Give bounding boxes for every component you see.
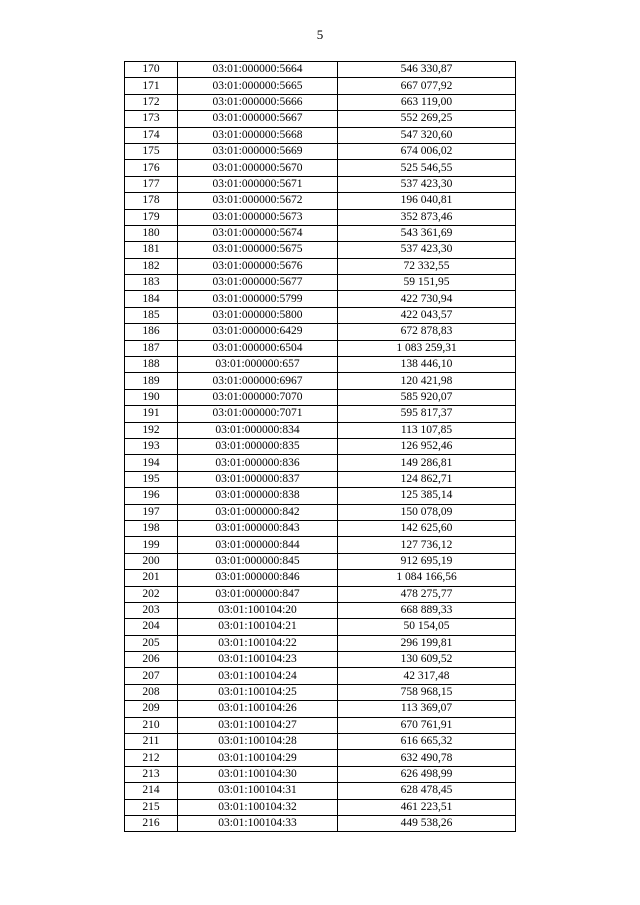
value-cell: 113 107,85 (338, 422, 516, 438)
table-row (125, 520, 516, 536)
value-cell: 42 317,48 (338, 668, 516, 684)
value-cell: 196 040,81 (338, 193, 516, 209)
row-number-cell: 209 (125, 701, 178, 717)
table-row (125, 684, 516, 700)
table-row (125, 504, 516, 520)
row-number-cell: 190 (125, 389, 178, 405)
row-number-cell: 193 (125, 438, 178, 454)
table-row (125, 455, 516, 471)
cadastral-number-cell: 03:01:100104:30 (178, 766, 338, 782)
cadastral-number-cell: 03:01:100104:26 (178, 701, 338, 717)
cadastral-number-cell: 03:01:000000:5800 (178, 307, 338, 323)
value-cell: 632 490,78 (338, 750, 516, 766)
row-number-cell: 182 (125, 258, 178, 274)
value-cell: 672 878,83 (338, 324, 516, 340)
table-row (125, 62, 516, 78)
row-number-cell: 205 (125, 635, 178, 651)
table-row (125, 422, 516, 438)
row-number-cell: 214 (125, 783, 178, 799)
value-cell: 72 332,55 (338, 258, 516, 274)
cadastral-number-cell: 03:01:000000:657 (178, 357, 338, 373)
value-cell: 113 369,07 (338, 701, 516, 717)
cadastral-number-cell: 03:01:000000:5672 (178, 193, 338, 209)
row-number-cell: 179 (125, 209, 178, 225)
table-row (125, 734, 516, 750)
cadastral-number-cell: 03:01:100104:29 (178, 750, 338, 766)
table-row (125, 652, 516, 668)
row-number-cell: 172 (125, 94, 178, 110)
row-number-cell: 216 (125, 815, 178, 831)
value-cell: 59 151,95 (338, 275, 516, 291)
table-row (125, 438, 516, 454)
table-row (125, 193, 516, 209)
cadastral-number-cell: 03:01:000000:5665 (178, 78, 338, 94)
value-cell: 449 538,26 (338, 815, 516, 831)
cadastral-number-cell: 03:01:000000:843 (178, 520, 338, 536)
cadastral-number-cell: 03:01:000000:6967 (178, 373, 338, 389)
row-number-cell: 170 (125, 62, 178, 78)
value-cell: 125 385,14 (338, 488, 516, 504)
value-cell: 663 119,00 (338, 94, 516, 110)
value-cell: 667 077,92 (338, 78, 516, 94)
cadastral-number-cell: 03:01:100104:24 (178, 668, 338, 684)
value-cell: 912 695,19 (338, 553, 516, 569)
value-cell: 543 361,69 (338, 225, 516, 241)
table-row (125, 143, 516, 159)
cadastral-number-cell: 03:01:000000:844 (178, 537, 338, 553)
cadastral-number-cell: 03:01:100104:27 (178, 717, 338, 733)
value-cell: 461 223,51 (338, 799, 516, 815)
cadastral-number-cell: 03:01:000000:5799 (178, 291, 338, 307)
cadastral-number-cell: 03:01:000000:836 (178, 455, 338, 471)
row-number-cell: 199 (125, 537, 178, 553)
table-row (125, 799, 516, 815)
value-cell: 537 423,30 (338, 242, 516, 258)
table-row (125, 176, 516, 192)
value-cell: 120 421,98 (338, 373, 516, 389)
value-cell: 127 736,12 (338, 537, 516, 553)
value-cell: 758 968,15 (338, 684, 516, 700)
value-cell: 138 446,10 (338, 357, 516, 373)
table-row (125, 406, 516, 422)
row-number-cell: 194 (125, 455, 178, 471)
value-cell: 124 862,71 (338, 471, 516, 487)
row-number-cell: 188 (125, 357, 178, 373)
row-number-cell: 208 (125, 684, 178, 700)
value-cell: 130 609,52 (338, 652, 516, 668)
table-row (125, 750, 516, 766)
row-number-cell: 211 (125, 734, 178, 750)
value-cell: 422 043,57 (338, 307, 516, 323)
row-number-cell: 183 (125, 275, 178, 291)
cadastral-number-cell: 03:01:000000:846 (178, 570, 338, 586)
cadastral-number-cell: 03:01:000000:6504 (178, 340, 338, 356)
row-number-cell: 192 (125, 422, 178, 438)
cadastral-number-cell: 03:01:000000:5669 (178, 143, 338, 159)
row-number-cell: 175 (125, 143, 178, 159)
cadastral-number-cell: 03:01:100104:31 (178, 783, 338, 799)
cadastral-number-cell: 03:01:100104:28 (178, 734, 338, 750)
cadastral-number-cell: 03:01:000000:7071 (178, 406, 338, 422)
table-row (125, 111, 516, 127)
cadastral-number-cell: 03:01:100104:21 (178, 619, 338, 635)
row-number-cell: 202 (125, 586, 178, 602)
value-cell: 616 665,32 (338, 734, 516, 750)
cadastral-number-cell: 03:01:100104:20 (178, 602, 338, 618)
table-row (125, 127, 516, 143)
table-row (125, 94, 516, 110)
table-row (125, 160, 516, 176)
row-number-cell: 173 (125, 111, 178, 127)
table-row (125, 701, 516, 717)
table-row (125, 324, 516, 340)
row-number-cell: 203 (125, 602, 178, 618)
table-row (125, 389, 516, 405)
row-number-cell: 198 (125, 520, 178, 536)
table-row (125, 242, 516, 258)
value-cell: 1 084 166,56 (338, 570, 516, 586)
value-cell: 352 873,46 (338, 209, 516, 225)
table-row (125, 209, 516, 225)
value-cell: 552 269,25 (338, 111, 516, 127)
row-number-cell: 191 (125, 406, 178, 422)
table-row (125, 291, 516, 307)
page-number: 5 (316, 27, 324, 42)
cadastral-number-cell: 03:01:000000:5668 (178, 127, 338, 143)
cadastral-number-cell: 03:01:100104:22 (178, 635, 338, 651)
table-row (125, 717, 516, 733)
value-cell: 537 423,30 (338, 176, 516, 192)
cadastral-number-cell: 03:01:000000:5664 (178, 62, 338, 78)
value-cell: 149 286,81 (338, 455, 516, 471)
row-number-cell: 180 (125, 225, 178, 241)
cadastral-number-cell: 03:01:000000:5677 (178, 275, 338, 291)
row-number-cell: 195 (125, 471, 178, 487)
table-row (125, 586, 516, 602)
row-number-cell: 176 (125, 160, 178, 176)
cadastral-number-cell: 03:01:000000:5675 (178, 242, 338, 258)
row-number-cell: 204 (125, 619, 178, 635)
value-cell: 1 083 259,31 (338, 340, 516, 356)
table-row (125, 225, 516, 241)
table-row (125, 815, 516, 831)
value-cell: 547 320,60 (338, 127, 516, 143)
table-row (125, 635, 516, 651)
cadastral-number-cell: 03:01:000000:5667 (178, 111, 338, 127)
row-number-cell: 174 (125, 127, 178, 143)
cadastral-number-cell: 03:01:100104:25 (178, 684, 338, 700)
row-number-cell: 206 (125, 652, 178, 668)
value-cell: 296 199,81 (338, 635, 516, 651)
row-number-cell: 210 (125, 717, 178, 733)
value-cell: 668 889,33 (338, 602, 516, 618)
value-cell: 628 478,45 (338, 783, 516, 799)
row-number-cell: 184 (125, 291, 178, 307)
table-row (125, 668, 516, 684)
cadastral-number-cell: 03:01:000000:5674 (178, 225, 338, 241)
cadastral-number-cell: 03:01:000000:5671 (178, 176, 338, 192)
cadastral-number-cell: 03:01:000000:838 (178, 488, 338, 504)
row-number-cell: 187 (125, 340, 178, 356)
row-number-cell: 197 (125, 504, 178, 520)
row-number-cell: 200 (125, 553, 178, 569)
cadastral-number-cell: 03:01:000000:5666 (178, 94, 338, 110)
value-cell: 670 761,91 (338, 717, 516, 733)
row-number-cell: 213 (125, 766, 178, 782)
row-number-cell: 178 (125, 193, 178, 209)
table-row (125, 78, 516, 94)
cadastral-table (124, 61, 516, 832)
value-cell: 50 154,05 (338, 619, 516, 635)
cadastral-number-cell: 03:01:000000:5670 (178, 160, 338, 176)
row-number-cell: 171 (125, 78, 178, 94)
value-cell: 478 275,77 (338, 586, 516, 602)
table-row (125, 537, 516, 553)
row-number-cell: 189 (125, 373, 178, 389)
value-cell: 674 006,02 (338, 143, 516, 159)
value-cell: 142 625,60 (338, 520, 516, 536)
value-cell: 546 330,87 (338, 62, 516, 78)
value-cell: 585 920,07 (338, 389, 516, 405)
row-number-cell: 185 (125, 307, 178, 323)
cadastral-number-cell: 03:01:000000:842 (178, 504, 338, 520)
table-row (125, 373, 516, 389)
cadastral-number-cell: 03:01:000000:837 (178, 471, 338, 487)
table-row (125, 766, 516, 782)
row-number-cell: 212 (125, 750, 178, 766)
value-cell: 126 952,46 (338, 438, 516, 454)
table-row (125, 553, 516, 569)
table-row (125, 488, 516, 504)
table-row (125, 471, 516, 487)
table-row (125, 357, 516, 373)
row-number-cell: 181 (125, 242, 178, 258)
row-number-cell: 207 (125, 668, 178, 684)
cadastral-number-cell: 03:01:000000:845 (178, 553, 338, 569)
row-number-cell: 196 (125, 488, 178, 504)
value-cell: 626 498,99 (338, 766, 516, 782)
value-cell: 525 546,55 (338, 160, 516, 176)
table-row (125, 340, 516, 356)
value-cell: 422 730,94 (338, 291, 516, 307)
value-cell: 595 817,37 (338, 406, 516, 422)
cadastral-number-cell: 03:01:100104:33 (178, 815, 338, 831)
table-row (125, 783, 516, 799)
table-row (125, 619, 516, 635)
cadastral-number-cell: 03:01:000000:5673 (178, 209, 338, 225)
table-row (125, 258, 516, 274)
table-row (125, 602, 516, 618)
row-number-cell: 186 (125, 324, 178, 340)
cadastral-number-cell: 03:01:100104:23 (178, 652, 338, 668)
cadastral-number-cell: 03:01:100104:32 (178, 799, 338, 815)
cadastral-number-cell: 03:01:000000:6429 (178, 324, 338, 340)
table-body (125, 62, 516, 832)
cadastral-number-cell: 03:01:000000:835 (178, 438, 338, 454)
cadastral-number-cell: 03:01:000000:5676 (178, 258, 338, 274)
row-number-cell: 177 (125, 176, 178, 192)
table-row (125, 570, 516, 586)
cadastral-number-cell: 03:01:000000:834 (178, 422, 338, 438)
table-row (125, 307, 516, 323)
cadastral-number-cell: 03:01:000000:847 (178, 586, 338, 602)
row-number-cell: 201 (125, 570, 178, 586)
row-number-cell: 215 (125, 799, 178, 815)
cadastral-number-cell: 03:01:000000:7070 (178, 389, 338, 405)
table-row (125, 275, 516, 291)
value-cell: 150 078,09 (338, 504, 516, 520)
